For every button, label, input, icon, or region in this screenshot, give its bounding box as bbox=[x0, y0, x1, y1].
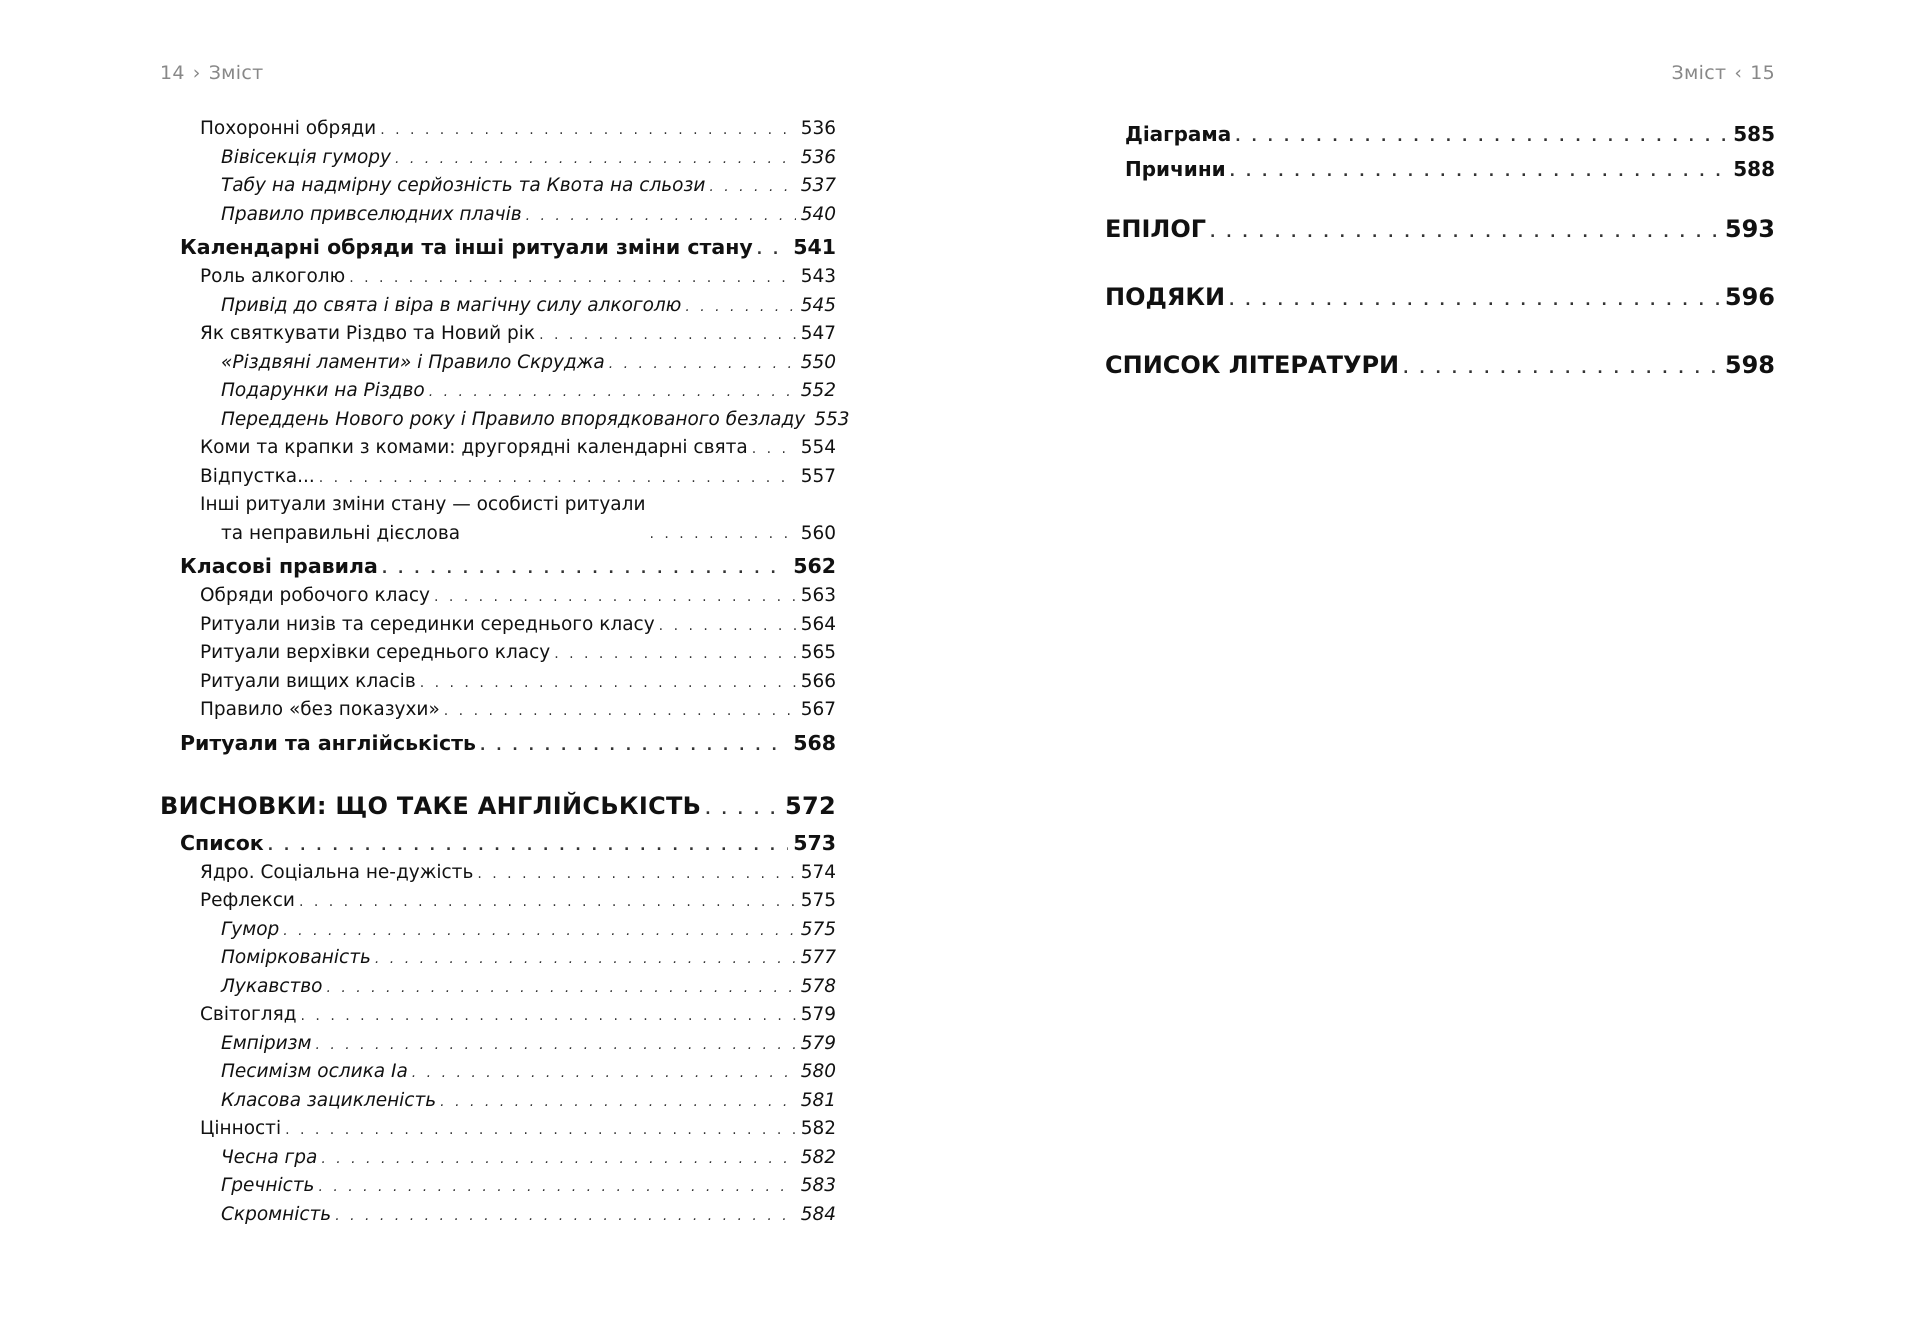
dot-leader bbox=[685, 293, 795, 322]
toc-page-number: 540 bbox=[800, 203, 836, 225]
toc-page-number: 541 bbox=[793, 235, 836, 259]
toc-entry[interactable] bbox=[160, 973, 836, 1002]
toc-page-number: 543 bbox=[800, 266, 836, 287]
toc-page-number: 564 bbox=[800, 613, 836, 635]
dot-leader bbox=[420, 669, 796, 698]
toc-entry[interactable] bbox=[160, 1172, 836, 1201]
toc-entry[interactable] bbox=[160, 434, 836, 463]
toc-entry-title: ВИСНОВКИ: ЩО ТАКЕ АНГЛІЙСЬКІСТЬ bbox=[160, 791, 702, 820]
toc-entry-title: ЕПІЛОГ bbox=[1105, 215, 1207, 243]
dot-leader bbox=[318, 1173, 795, 1202]
toc-page-number: 575 bbox=[800, 890, 836, 911]
dot-leader bbox=[326, 974, 795, 1003]
dot-leader bbox=[299, 888, 796, 917]
left-header-separator: › bbox=[192, 62, 201, 84]
toc-entry[interactable] bbox=[1105, 117, 1775, 152]
toc-page-number: 562 bbox=[793, 554, 836, 578]
dot-leader bbox=[434, 583, 796, 612]
toc-entry-title: Роль алкоголю bbox=[200, 266, 346, 287]
toc-entry[interactable] bbox=[160, 1144, 836, 1173]
toc-page-number: 565 bbox=[800, 642, 836, 663]
toc-page-number: 598 bbox=[1724, 351, 1775, 379]
left-running-head bbox=[160, 62, 264, 84]
toc-entry[interactable] bbox=[160, 201, 836, 230]
toc-entry-title: Гумор bbox=[221, 918, 280, 940]
toc-entry[interactable] bbox=[160, 1058, 836, 1087]
toc-entry-title: Переддень Нового року і Правило впорядкованого безладу bbox=[221, 408, 806, 430]
dot-leader bbox=[315, 1031, 795, 1060]
dot-leader bbox=[554, 640, 795, 669]
dot-leader bbox=[609, 350, 796, 379]
toc-page-number: 581 bbox=[800, 1089, 836, 1111]
toc-entry[interactable] bbox=[160, 1001, 836, 1030]
toc-entry[interactable] bbox=[160, 349, 836, 378]
toc-page-number: 545 bbox=[800, 294, 836, 316]
dot-leader bbox=[335, 1202, 795, 1231]
toc-entry-title: Привід до свята і віра в магічну силу алкоголю bbox=[221, 294, 682, 316]
toc-page-number: 583 bbox=[800, 1175, 836, 1196]
toc-entry[interactable] bbox=[160, 115, 836, 144]
dot-leader bbox=[649, 520, 795, 549]
toc-entry-title: Песимізм ослика Іа bbox=[221, 1061, 408, 1082]
dot-leader bbox=[526, 202, 796, 231]
toc-entry[interactable] bbox=[160, 1115, 836, 1144]
left-header-title: Зміст bbox=[208, 62, 264, 84]
dot-leader bbox=[480, 730, 788, 762]
dot-leader bbox=[319, 464, 796, 493]
dot-leader bbox=[412, 1059, 796, 1088]
dot-leader bbox=[1235, 120, 1728, 155]
toc-entry[interactable] bbox=[160, 550, 836, 582]
toc-entry-title: Світогляд bbox=[200, 1004, 297, 1025]
toc-entry[interactable] bbox=[160, 639, 836, 668]
dot-leader bbox=[1230, 155, 1729, 190]
toc-entry[interactable] bbox=[160, 292, 836, 321]
toc-entry-title: Відпустка... bbox=[200, 465, 315, 487]
toc-entry-title: Ядро. Соціальна не-дужість bbox=[200, 861, 474, 883]
toc-page-number: 563 bbox=[800, 585, 836, 606]
toc-page-number: 550 bbox=[800, 351, 836, 373]
right-running-head bbox=[1672, 62, 1776, 84]
toc-entry-title: СПИСОК ЛІТЕРАТУРИ bbox=[1105, 351, 1400, 379]
dot-leader bbox=[321, 1145, 795, 1174]
toc-entry[interactable] bbox=[1105, 263, 1775, 331]
left-toc-list bbox=[160, 115, 850, 1229]
dot-leader bbox=[349, 264, 796, 293]
dot-leader bbox=[283, 917, 795, 946]
toc-entry-title: Подарунки на Різдво bbox=[221, 380, 425, 401]
right-header-separator: ‹ bbox=[1734, 62, 1743, 84]
toc-entry-title: Як святкувати Різдво та Новий рік bbox=[200, 323, 536, 344]
toc-page-number: 567 bbox=[800, 699, 836, 720]
toc-entry[interactable] bbox=[160, 696, 836, 725]
toc-entry-title: «Різдвяні ламенти» і Правило Скруджа bbox=[221, 351, 605, 373]
dot-leader bbox=[752, 435, 796, 464]
toc-entry[interactable] bbox=[160, 172, 836, 201]
toc-entry-title-line: Інші ритуали зміни стану — особисті ритуали bbox=[200, 494, 646, 515]
toc-entry-title: Правило «без показухи» bbox=[200, 699, 440, 720]
dot-leader bbox=[444, 697, 796, 726]
toc-entry[interactable] bbox=[160, 263, 836, 292]
toc-page-number: 578 bbox=[800, 975, 836, 997]
toc-entry-title: Поміркованість bbox=[221, 947, 371, 968]
dot-leader bbox=[380, 116, 796, 145]
toc-page-number: 554 bbox=[800, 437, 836, 458]
toc-entry-title: Календарні обряди та інші ритуали зміни стану bbox=[180, 235, 753, 259]
toc-page-number: 584 bbox=[800, 1203, 836, 1225]
toc-entry-title: Класові правила bbox=[180, 554, 378, 578]
dot-leader bbox=[1210, 199, 1720, 267]
toc-entry[interactable] bbox=[160, 1087, 836, 1116]
dot-leader bbox=[477, 860, 795, 889]
toc-entry-title: Чесна гра bbox=[221, 1146, 318, 1168]
toc-entry-title: Коми та крапки з комами: другорядні календарні свята bbox=[200, 437, 748, 458]
toc-entry-title: Вівісекція гумору bbox=[221, 146, 391, 168]
toc-entry-title: Причини bbox=[1125, 157, 1226, 181]
dot-leader bbox=[709, 173, 795, 202]
toc-entry[interactable] bbox=[160, 582, 836, 611]
toc-entry[interactable] bbox=[1105, 331, 1775, 399]
toc-entry-title: Ритуали та англійськість bbox=[180, 730, 476, 755]
toc-page-number: 552 bbox=[800, 380, 836, 401]
toc-entry-title: Гречність bbox=[221, 1175, 315, 1196]
dot-leader bbox=[382, 553, 788, 585]
toc-entry-title: Ритуали вищих класів bbox=[200, 670, 416, 692]
left-page-number: 14 bbox=[160, 62, 185, 84]
toc-entry-title-continuation: та неправильні дієслова bbox=[221, 522, 461, 544]
toc-page-number: 536 bbox=[800, 118, 836, 139]
toc-page-number: 547 bbox=[800, 323, 836, 344]
toc-entry[interactable] bbox=[160, 787, 836, 825]
toc-entry-title: Лукавство bbox=[221, 975, 323, 997]
toc-entry[interactable] bbox=[160, 491, 836, 548]
toc-entry-title bbox=[200, 491, 645, 548]
toc-entry-title: Ритуали низів та серединки середнього класу bbox=[200, 613, 655, 635]
toc-entry[interactable] bbox=[160, 377, 836, 406]
toc-page-number: 575 bbox=[800, 918, 836, 940]
toc-entry-title: Обряди робочого класу bbox=[200, 585, 430, 606]
dot-leader bbox=[1403, 335, 1720, 403]
toc-entry[interactable] bbox=[160, 320, 836, 349]
dot-leader bbox=[659, 612, 796, 641]
toc-page-number: 537 bbox=[800, 175, 836, 196]
toc-page-number: 593 bbox=[1724, 215, 1775, 243]
toc-entry-title: Правило привселюдних плачів bbox=[221, 203, 522, 225]
toc-page-number: 573 bbox=[793, 830, 836, 855]
toc-page-number: 579 bbox=[800, 1004, 836, 1025]
toc-entry-title: Список bbox=[180, 830, 264, 855]
toc-page-number: 577 bbox=[800, 947, 836, 968]
toc-entry[interactable] bbox=[1105, 152, 1775, 187]
toc-entry[interactable] bbox=[160, 406, 850, 435]
toc-entry-title: Похоронні обряди bbox=[200, 118, 377, 139]
right-header-title: Зміст bbox=[1671, 62, 1727, 84]
toc-page-number: 557 bbox=[800, 465, 836, 487]
toc-page-number: 536 bbox=[800, 146, 836, 168]
toc-entry[interactable] bbox=[160, 463, 836, 492]
toc-entry[interactable] bbox=[160, 887, 836, 916]
toc-page-number: 574 bbox=[800, 861, 836, 883]
toc-entry[interactable] bbox=[160, 944, 836, 973]
right-toc-list bbox=[1105, 117, 1775, 399]
right-page bbox=[960, 0, 1920, 1325]
toc-entry-title: Табу на надмірну серйозність та Квота на сльози bbox=[221, 175, 706, 196]
toc-entry-title: Цінності bbox=[200, 1118, 282, 1139]
toc-page-number: 568 bbox=[793, 730, 836, 755]
toc-entry-title: Класова зацикленість bbox=[221, 1089, 437, 1111]
toc-entry-title: ПОДЯКИ bbox=[1105, 283, 1226, 311]
dot-leader bbox=[705, 791, 780, 829]
dot-leader bbox=[440, 1088, 796, 1117]
dot-leader bbox=[301, 1002, 796, 1031]
dot-leader bbox=[539, 321, 796, 350]
toc-entry[interactable] bbox=[160, 827, 836, 859]
right-page-number: 15 bbox=[1750, 62, 1775, 84]
toc-entry[interactable] bbox=[160, 144, 836, 173]
toc-entry[interactable] bbox=[160, 859, 836, 888]
toc-entry-title: Рефлекси bbox=[200, 890, 295, 911]
toc-entry[interactable] bbox=[160, 668, 836, 697]
dot-leader bbox=[268, 830, 788, 862]
toc-page-number: 572 bbox=[785, 791, 836, 820]
toc-page-number: 596 bbox=[1724, 283, 1775, 311]
toc-page-number: 553 bbox=[814, 408, 850, 430]
toc-entry[interactable] bbox=[160, 727, 836, 759]
toc-entry-title: Скромність bbox=[221, 1203, 332, 1225]
toc-page-number: 582 bbox=[800, 1146, 836, 1168]
toc-entry[interactable] bbox=[1105, 195, 1775, 263]
toc-entry[interactable] bbox=[160, 916, 836, 945]
dot-leader bbox=[285, 1116, 796, 1145]
dot-leader bbox=[1229, 267, 1720, 335]
toc-page-number: 588 bbox=[1733, 157, 1775, 181]
toc-page-number: 585 bbox=[1733, 122, 1775, 146]
toc-page-number: 579 bbox=[800, 1032, 836, 1054]
toc-entry[interactable] bbox=[160, 1030, 836, 1059]
toc-page-number: 580 bbox=[800, 1061, 836, 1082]
toc-page-number: 566 bbox=[800, 670, 836, 692]
toc-page-number: 560 bbox=[800, 522, 836, 544]
toc-page-number: 582 bbox=[800, 1118, 836, 1139]
toc-entry-title: Ритуали верхівки середнього класу bbox=[200, 642, 551, 663]
toc-entry-title: Діаграма bbox=[1125, 122, 1232, 146]
dot-leader bbox=[757, 234, 788, 266]
toc-entry-title: Емпіризм bbox=[221, 1032, 312, 1054]
dot-leader bbox=[429, 378, 796, 407]
dot-leader bbox=[395, 145, 796, 174]
dot-leader bbox=[375, 945, 796, 974]
toc-entry[interactable] bbox=[160, 231, 836, 263]
toc-entry[interactable] bbox=[160, 1201, 836, 1230]
toc-entry[interactable] bbox=[160, 611, 836, 640]
